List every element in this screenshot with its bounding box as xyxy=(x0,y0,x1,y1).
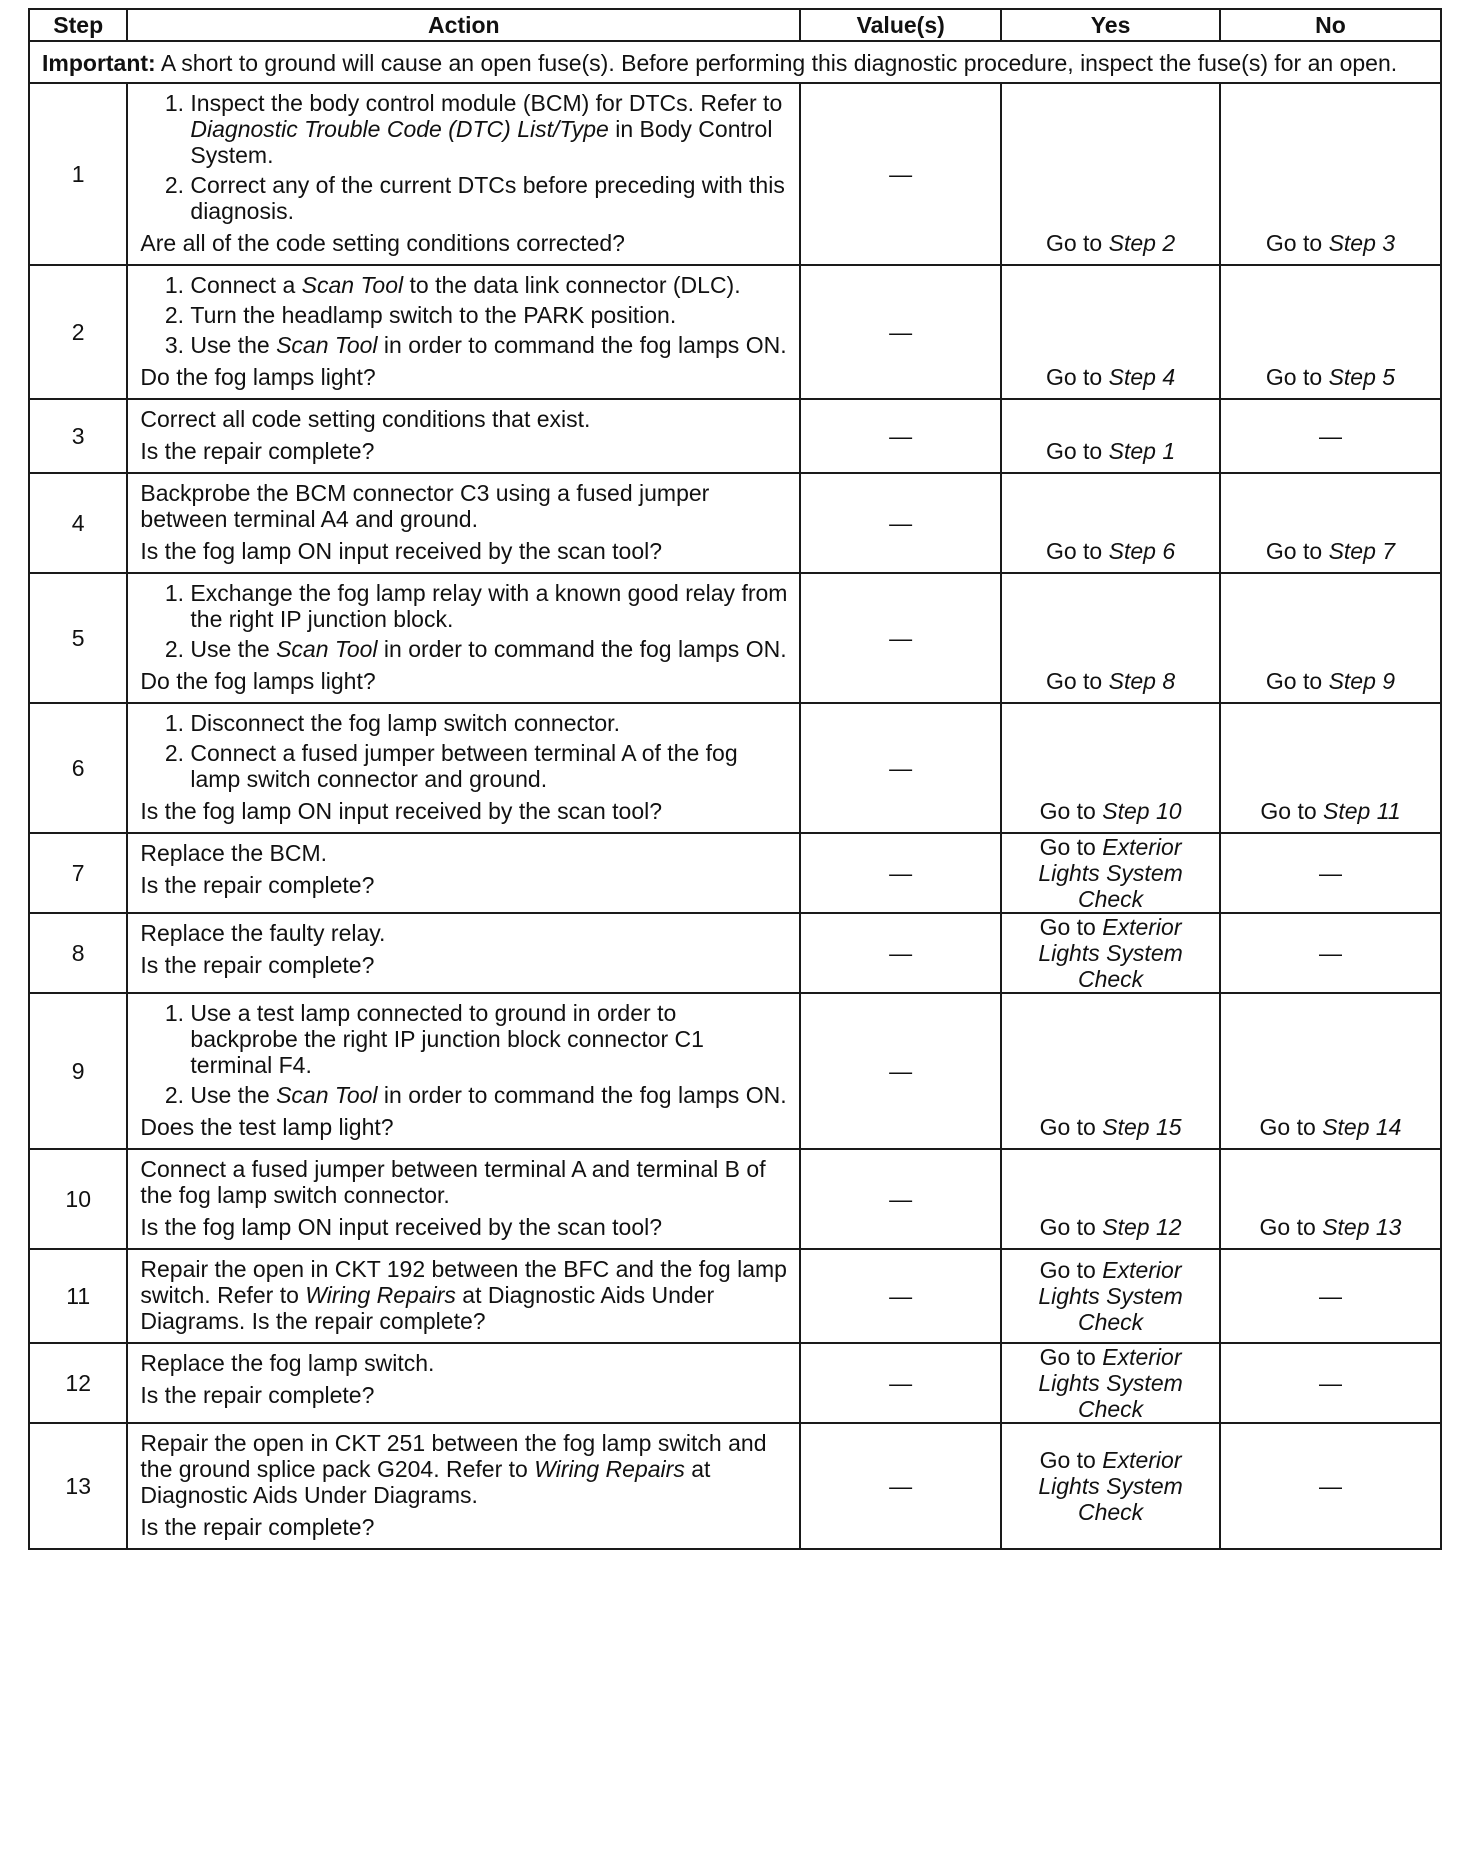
table-body xyxy=(29,41,1441,1549)
no-link-run: Step 11 xyxy=(1323,798,1401,824)
step-number: 9 xyxy=(29,993,127,1149)
no-cell xyxy=(1220,1249,1441,1343)
header-action: Action xyxy=(127,9,800,41)
no-cell xyxy=(1220,573,1441,703)
action-text-run: at Diagnostic Aids Under Diagrams. Is the repair complete? xyxy=(140,1282,715,1334)
step-number: 13 xyxy=(29,1423,127,1549)
step-number: 7 xyxy=(29,833,127,913)
action-cell xyxy=(127,1343,800,1423)
important-row xyxy=(29,41,1441,83)
no-link-run: — xyxy=(1319,1370,1342,1396)
action-step-item xyxy=(190,710,789,736)
step-number: 6 xyxy=(29,703,127,833)
action-cell xyxy=(127,913,800,993)
no-cell xyxy=(1220,913,1441,993)
action-steps-list xyxy=(140,90,789,224)
action-text-run: Turn the headlamp switch to the PARK position. xyxy=(190,302,677,328)
value-cell: — xyxy=(800,703,1001,833)
no-cell xyxy=(1220,833,1441,913)
action-cell xyxy=(127,83,800,265)
yes-cell xyxy=(1001,1423,1220,1549)
action-cell xyxy=(127,993,800,1149)
table-row xyxy=(29,913,1441,993)
no-link-run: — xyxy=(1319,1283,1342,1309)
action-text-run: in Body Control System. xyxy=(190,116,773,168)
no-link-run: — xyxy=(1319,1473,1342,1499)
table-row xyxy=(29,83,1441,265)
step-number: 12 xyxy=(29,1343,127,1423)
value-cell: — xyxy=(800,265,1001,399)
header-step: Step xyxy=(29,9,127,41)
yes-link-run: Exterior Lights System Check xyxy=(1038,914,1183,992)
yes-cell xyxy=(1001,833,1220,913)
yes-link-run: Step 6 xyxy=(1108,538,1176,564)
step-number: 4 xyxy=(29,473,127,573)
yes-cell xyxy=(1001,399,1220,473)
header-row xyxy=(29,9,1441,41)
table-row xyxy=(29,1423,1441,1549)
no-link-run: Go to xyxy=(1259,1214,1323,1240)
no-cell xyxy=(1220,703,1441,833)
action-cell xyxy=(127,703,800,833)
action-text-run: Use a test lamp connected to ground in order to backprobe the right IP junction block connector C1 terminal F4. xyxy=(190,1000,704,1078)
value-cell: — xyxy=(800,1149,1001,1249)
no-link-run: Go to xyxy=(1265,668,1329,694)
value-cell: — xyxy=(800,833,1001,913)
action-step-item xyxy=(190,636,789,662)
action-text-run: Use the xyxy=(190,636,277,662)
yes-cell xyxy=(1001,1149,1220,1249)
value-cell: — xyxy=(800,399,1001,473)
action-text-run: Connect a xyxy=(190,272,302,298)
yes-link-run: Go to xyxy=(1039,798,1103,824)
yes-cell xyxy=(1001,993,1220,1149)
action-text-run: Scan Tool xyxy=(276,332,378,358)
action-text-run: in order to command the fog lamps ON. xyxy=(377,332,787,358)
action-cell xyxy=(127,1249,800,1343)
action-question: Is the repair complete? xyxy=(140,1382,375,1408)
action-steps-list xyxy=(140,580,789,662)
table-row xyxy=(29,1249,1441,1343)
action-step-item xyxy=(190,272,789,298)
action-cell xyxy=(127,573,800,703)
action-step-item xyxy=(190,90,789,168)
yes-link-run: Exterior Lights System Check xyxy=(1038,1257,1183,1335)
action-steps-list xyxy=(140,710,789,792)
no-link-run: Step 5 xyxy=(1328,364,1396,390)
action-text-run: Connect a fused jumper between terminal A of the fog lamp switch connector and ground. xyxy=(190,740,738,792)
action-text-run: Scan Tool xyxy=(276,1082,378,1108)
yes-link-run: Step 10 xyxy=(1102,798,1182,824)
table-row xyxy=(29,399,1441,473)
action-text-run: Use the xyxy=(190,332,277,358)
table-row xyxy=(29,1149,1441,1249)
action-question: Are all of the code setting conditions corrected? xyxy=(140,230,625,256)
yes-link-run: Step 4 xyxy=(1108,364,1176,390)
important-label: Important: xyxy=(42,50,156,76)
important-text: A short to ground will cause an open fuse(s). Before performing this diagnostic procedure, inspect the fuse(s) for an open. xyxy=(155,50,1398,76)
action-text-run: to the data link connector (DLC). xyxy=(403,272,741,298)
yes-link-run: Go to xyxy=(1039,1214,1103,1240)
action-step-item xyxy=(190,740,789,792)
yes-link-run: Go to xyxy=(1045,538,1109,564)
table-row xyxy=(29,993,1441,1149)
yes-link-run: Go to xyxy=(1039,1257,1103,1283)
value-cell: — xyxy=(800,573,1001,703)
no-cell xyxy=(1220,1343,1441,1423)
yes-cell xyxy=(1001,1249,1220,1343)
no-cell xyxy=(1220,1149,1441,1249)
no-link-run: Step 7 xyxy=(1328,538,1396,564)
no-link-run: Step 14 xyxy=(1322,1114,1402,1140)
action-instruction: Replace the BCM. xyxy=(140,840,328,866)
action-question: Do the fog lamps light? xyxy=(140,364,376,390)
action-text-run: Disconnect the fog lamp switch connector. xyxy=(190,710,620,736)
yes-link-run: Go to xyxy=(1039,1114,1103,1140)
action-question: Is the repair complete? xyxy=(140,952,375,978)
action-instruction: Replace the fog lamp switch. xyxy=(140,1350,435,1376)
no-link-run: Go to xyxy=(1265,364,1329,390)
step-number: 8 xyxy=(29,913,127,993)
action-cell xyxy=(127,1423,800,1549)
action-text-run: Wiring Repairs xyxy=(534,1456,685,1482)
action-step-item xyxy=(190,332,789,358)
action-cell xyxy=(127,473,800,573)
table-row xyxy=(29,703,1441,833)
yes-cell xyxy=(1001,913,1220,993)
value-cell: — xyxy=(800,1249,1001,1343)
header-value: Value(s) xyxy=(800,9,1001,41)
yes-link-run: Go to xyxy=(1039,1447,1103,1473)
action-question: Do the fog lamps light? xyxy=(140,668,376,694)
yes-link-run: Step 2 xyxy=(1108,230,1176,256)
no-link-run: Step 9 xyxy=(1328,668,1396,694)
action-text-run: Diagnostic Trouble Code (DTC) List/Type xyxy=(190,116,609,142)
no-link-run: Go to xyxy=(1265,538,1329,564)
yes-cell xyxy=(1001,83,1220,265)
table-row xyxy=(29,833,1441,913)
yes-link-run: Step 15 xyxy=(1102,1114,1182,1140)
value-cell: — xyxy=(800,993,1001,1149)
value-cell: — xyxy=(800,1423,1001,1549)
no-link-run: Step 3 xyxy=(1328,230,1396,256)
action-text-run: in order to command the fog lamps ON. xyxy=(377,636,787,662)
yes-cell xyxy=(1001,703,1220,833)
no-link-run: Go to xyxy=(1259,1114,1323,1140)
yes-link-run: Go to xyxy=(1039,1344,1103,1370)
yes-link-run: Go to xyxy=(1045,668,1109,694)
header-yes: Yes xyxy=(1001,9,1220,41)
no-link-run: Go to xyxy=(1265,230,1329,256)
no-cell xyxy=(1220,399,1441,473)
action-text-run: Scan Tool xyxy=(301,272,404,298)
no-cell xyxy=(1220,993,1441,1149)
action-text-run: Use the xyxy=(190,1082,277,1108)
action-text-run: Scan Tool xyxy=(276,636,378,662)
yes-link-run: Exterior Lights System Check xyxy=(1038,1447,1183,1525)
action-step-item xyxy=(190,302,789,328)
table-row xyxy=(29,573,1441,703)
yes-link-run: Step 12 xyxy=(1102,1214,1182,1240)
diagnostic-table xyxy=(28,8,1442,1550)
step-number: 3 xyxy=(29,399,127,473)
action-question: Is the fog lamp ON input received by the scan tool? xyxy=(140,538,663,564)
yes-cell xyxy=(1001,1343,1220,1423)
action-cell xyxy=(127,1149,800,1249)
table-row xyxy=(29,473,1441,573)
action-question: Is the repair complete? xyxy=(140,1514,375,1540)
action-steps-list xyxy=(140,272,789,358)
yes-cell xyxy=(1001,473,1220,573)
no-cell xyxy=(1220,83,1441,265)
value-cell: — xyxy=(800,473,1001,573)
action-steps-list xyxy=(140,1000,789,1108)
yes-link-run: Go to xyxy=(1045,438,1109,464)
important-note xyxy=(29,41,1441,83)
no-link-run: — xyxy=(1319,860,1342,886)
value-cell: — xyxy=(800,1343,1001,1423)
action-instruction xyxy=(140,1430,789,1508)
action-text-run: Repair the open in CKT 251 between the fog lamp switch and the ground splice pack G204. Refer to xyxy=(140,1430,767,1482)
step-number: 11 xyxy=(29,1249,127,1343)
no-cell xyxy=(1220,1423,1441,1549)
action-question: Is the repair complete? xyxy=(140,438,375,464)
action-instruction: Replace the faulty relay. xyxy=(140,920,386,946)
action-cell xyxy=(127,833,800,913)
table-row xyxy=(29,1343,1441,1423)
action-instruction: Backprobe the BCM connector C3 using a fused jumper between terminal A4 and ground. xyxy=(140,480,710,532)
yes-link-run: Step 8 xyxy=(1108,668,1176,694)
step-number: 10 xyxy=(29,1149,127,1249)
action-cell xyxy=(127,399,800,473)
action-step-item xyxy=(190,1000,789,1078)
action-text-run: Inspect the body control module (BCM) for DTCs. Refer to xyxy=(190,90,783,116)
action-text-run: in order to command the fog lamps ON. xyxy=(377,1082,787,1108)
action-text-run: Wiring Repairs xyxy=(305,1282,456,1308)
action-question: Is the fog lamp ON input received by the scan tool? xyxy=(140,798,663,824)
action-question: Is the fog lamp ON input received by the scan tool? xyxy=(140,1214,663,1240)
action-instruction xyxy=(140,1256,789,1334)
action-cell xyxy=(127,265,800,399)
step-number: 1 xyxy=(29,83,127,265)
action-instruction: Correct all code setting conditions that exist. xyxy=(140,406,591,432)
action-step-item xyxy=(190,1082,789,1108)
action-text-run: at Diagnostic Aids Under Diagrams. xyxy=(140,1456,711,1508)
action-question: Does the test lamp light? xyxy=(140,1114,394,1140)
no-link-run: Go to xyxy=(1260,798,1324,824)
action-text-run: Correct any of the current DTCs before preceding with this diagnosis. xyxy=(190,172,785,224)
action-instruction: Connect a fused jumper between terminal A and terminal B of the fog lamp switch connector. xyxy=(140,1156,766,1208)
no-link-run: Step 13 xyxy=(1322,1214,1402,1240)
yes-link-run: Go to xyxy=(1039,914,1103,940)
no-link-run: — xyxy=(1319,940,1342,966)
step-number: 2 xyxy=(29,265,127,399)
table-row xyxy=(29,265,1441,399)
header-no: No xyxy=(1220,9,1441,41)
action-text-run: Repair the open in CKT 192 between the BFC and the fog lamp switch. Refer to xyxy=(140,1256,787,1308)
value-cell: — xyxy=(800,913,1001,993)
action-step-item xyxy=(190,580,789,632)
yes-cell xyxy=(1001,573,1220,703)
no-cell xyxy=(1220,265,1441,399)
step-number: 5 xyxy=(29,573,127,703)
no-cell xyxy=(1220,473,1441,573)
value-cell: — xyxy=(800,83,1001,265)
yes-cell xyxy=(1001,265,1220,399)
yes-link-run: Exterior Lights System Check xyxy=(1038,834,1183,912)
yes-link-run: Go to xyxy=(1045,230,1109,256)
yes-link-run: Exterior Lights System Check xyxy=(1038,1344,1183,1422)
action-step-item xyxy=(190,172,789,224)
yes-link-run: Step 1 xyxy=(1108,438,1176,464)
no-link-run: — xyxy=(1319,423,1342,449)
yes-link-run: Go to xyxy=(1039,834,1103,860)
action-text-run: Exchange the fog lamp relay with a known good relay from the right IP junction block. xyxy=(190,580,788,632)
yes-link-run: Go to xyxy=(1045,364,1109,390)
action-question: Is the repair complete? xyxy=(140,872,375,898)
